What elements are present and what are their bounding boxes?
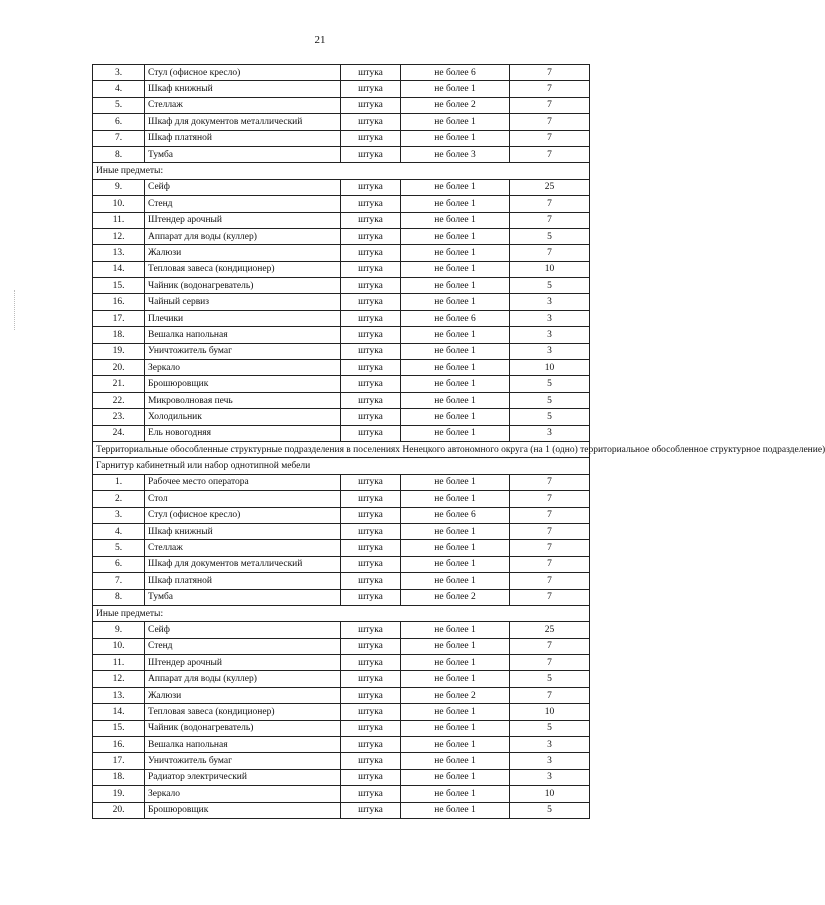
row-number: 5. xyxy=(93,540,145,556)
row-number: 7. xyxy=(93,573,145,589)
item-name: Радиатор электрический xyxy=(145,769,341,785)
limit-cell: не более 1 xyxy=(401,376,510,392)
unit-cell: штука xyxy=(341,228,401,244)
item-name: Стул (офисное кресло) xyxy=(145,65,341,81)
item-name: Брошюровщик xyxy=(145,376,341,392)
section-label: Иные предметы: xyxy=(93,605,590,621)
row-number: 19. xyxy=(93,343,145,359)
unit-cell: штука xyxy=(341,589,401,605)
quantity-cell: 5 xyxy=(510,278,590,294)
unit-cell: штука xyxy=(341,65,401,81)
row-number: 13. xyxy=(93,245,145,261)
unit-cell: штука xyxy=(341,523,401,539)
item-name: Уничтожитель бумаг xyxy=(145,753,341,769)
table-row xyxy=(93,687,590,703)
limit-cell: не более 3 xyxy=(401,146,510,162)
scan-artifact xyxy=(14,290,19,330)
item-name: Зеркало xyxy=(145,360,341,376)
quantity-cell: 3 xyxy=(510,310,590,326)
item-name: Жалюзи xyxy=(145,245,341,261)
unit-cell: штука xyxy=(341,278,401,294)
item-name: Зеркало xyxy=(145,786,341,802)
limit-cell: не более 1 xyxy=(401,622,510,638)
unit-cell: штука xyxy=(341,655,401,671)
limit-cell: не более 1 xyxy=(401,802,510,818)
table-row xyxy=(93,753,590,769)
item-name: Стенд xyxy=(145,638,341,654)
row-number: 6. xyxy=(93,556,145,572)
table-row xyxy=(93,392,590,408)
item-name: Стеллаж xyxy=(145,97,341,113)
item-name: Чайник (водонагреватель) xyxy=(145,278,341,294)
table-row xyxy=(93,589,590,605)
unit-cell: штука xyxy=(341,310,401,326)
table-row xyxy=(93,146,590,162)
unit-cell: штука xyxy=(341,212,401,228)
limit-cell: не более 1 xyxy=(401,737,510,753)
table-row xyxy=(93,376,590,392)
limit-cell: не более 1 xyxy=(401,540,510,556)
item-name: Аппарат для воды (куллер) xyxy=(145,228,341,244)
quantity-cell: 10 xyxy=(510,261,590,277)
row-number: 19. xyxy=(93,786,145,802)
unit-cell: штука xyxy=(341,540,401,556)
row-number: 18. xyxy=(93,769,145,785)
table-row xyxy=(93,491,590,507)
unit-cell: штука xyxy=(341,737,401,753)
limit-cell: не более 1 xyxy=(401,179,510,195)
item-name: Шкаф книжный xyxy=(145,523,341,539)
item-name: Сейф xyxy=(145,622,341,638)
row-number: 11. xyxy=(93,655,145,671)
unit-cell: штука xyxy=(341,376,401,392)
row-number: 10. xyxy=(93,196,145,212)
quantity-cell: 7 xyxy=(510,146,590,162)
unit-cell: штука xyxy=(341,179,401,195)
row-number: 22. xyxy=(93,392,145,408)
table-row xyxy=(93,802,590,818)
quantity-cell: 3 xyxy=(510,769,590,785)
section-row xyxy=(93,458,590,474)
quantity-cell: 7 xyxy=(510,65,590,81)
row-number: 14. xyxy=(93,261,145,277)
quantity-cell: 10 xyxy=(510,704,590,720)
unit-cell: штука xyxy=(341,786,401,802)
limit-cell: не более 2 xyxy=(401,97,510,113)
limit-cell: не более 1 xyxy=(401,491,510,507)
quantity-cell: 7 xyxy=(510,114,590,130)
row-number: 15. xyxy=(93,278,145,294)
quantity-cell: 3 xyxy=(510,425,590,441)
table-row xyxy=(93,179,590,195)
unit-cell: штука xyxy=(341,130,401,146)
row-number: 21. xyxy=(93,376,145,392)
row-number: 9. xyxy=(93,179,145,195)
limit-cell: не более 1 xyxy=(401,474,510,490)
quantity-cell: 7 xyxy=(510,130,590,146)
item-name: Шкаф книжный xyxy=(145,81,341,97)
table-row xyxy=(93,704,590,720)
item-name: Стенд xyxy=(145,196,341,212)
table-row xyxy=(93,114,590,130)
quantity-cell: 3 xyxy=(510,343,590,359)
quantity-cell: 10 xyxy=(510,360,590,376)
unit-cell: штука xyxy=(341,392,401,408)
limit-cell: не более 1 xyxy=(401,261,510,277)
furniture-norms-table xyxy=(92,64,825,819)
unit-cell: штука xyxy=(341,261,401,277)
table-row xyxy=(93,622,590,638)
quantity-cell: 3 xyxy=(510,327,590,343)
quantity-cell: 5 xyxy=(510,671,590,687)
row-number: 8. xyxy=(93,146,145,162)
unit-cell: штука xyxy=(341,491,401,507)
row-number: 2. xyxy=(93,491,145,507)
unit-cell: штука xyxy=(341,294,401,310)
row-number: 20. xyxy=(93,360,145,376)
limit-cell: не более 1 xyxy=(401,81,510,97)
limit-cell: не более 1 xyxy=(401,343,510,359)
row-number: 7. xyxy=(93,130,145,146)
quantity-cell: 7 xyxy=(510,655,590,671)
table-row xyxy=(93,294,590,310)
row-number: 14. xyxy=(93,704,145,720)
section-heading-row xyxy=(93,441,590,457)
table-row xyxy=(93,130,590,146)
limit-cell: не более 2 xyxy=(401,687,510,703)
item-name: Штендер арочный xyxy=(145,655,341,671)
row-number: 4. xyxy=(93,523,145,539)
quantity-cell: 7 xyxy=(510,196,590,212)
item-name: Вешалка напольная xyxy=(145,327,341,343)
table-body xyxy=(93,65,825,819)
quantity-cell: 7 xyxy=(510,638,590,654)
quantity-cell: 7 xyxy=(510,81,590,97)
item-name: Шкаф для документов металлический xyxy=(145,556,341,572)
limit-cell: не более 1 xyxy=(401,212,510,228)
limit-cell: не более 1 xyxy=(401,409,510,425)
row-number: 9. xyxy=(93,622,145,638)
row-number: 8. xyxy=(93,589,145,605)
item-name: Уничтожитель бумаг xyxy=(145,343,341,359)
limit-cell: не более 1 xyxy=(401,327,510,343)
quantity-cell: 3 xyxy=(510,294,590,310)
quantity-cell: 25 xyxy=(510,179,590,195)
row-number: 4. xyxy=(93,81,145,97)
row-number: 11. xyxy=(93,212,145,228)
item-name: Микроволновая печь xyxy=(145,392,341,408)
item-name: Стеллаж xyxy=(145,540,341,556)
quantity-cell: 3 xyxy=(510,737,590,753)
row-number: 3. xyxy=(93,65,145,81)
table-row xyxy=(93,343,590,359)
page-number: 21 xyxy=(314,34,326,46)
row-number: 10. xyxy=(93,638,145,654)
table-row xyxy=(93,310,590,326)
limit-cell: не более 1 xyxy=(401,786,510,802)
unit-cell: штука xyxy=(341,507,401,523)
limit-cell: не более 6 xyxy=(401,507,510,523)
quantity-cell: 7 xyxy=(510,523,590,539)
limit-cell: не более 1 xyxy=(401,523,510,539)
quantity-cell: 5 xyxy=(510,228,590,244)
limit-cell: не более 1 xyxy=(401,360,510,376)
quantity-cell: 7 xyxy=(510,589,590,605)
limit-cell: не более 1 xyxy=(401,769,510,785)
limit-cell: не более 1 xyxy=(401,425,510,441)
row-number: 12. xyxy=(93,228,145,244)
quantity-cell: 7 xyxy=(510,540,590,556)
item-name: Штендер арочный xyxy=(145,212,341,228)
limit-cell: не более 1 xyxy=(401,556,510,572)
row-number: 24. xyxy=(93,425,145,441)
row-number: 17. xyxy=(93,753,145,769)
limit-cell: не более 2 xyxy=(401,589,510,605)
unit-cell: штука xyxy=(341,196,401,212)
quantity-cell: 7 xyxy=(510,97,590,113)
item-name: Брошюровщик xyxy=(145,802,341,818)
table-row xyxy=(93,655,590,671)
quantity-cell: 7 xyxy=(510,212,590,228)
item-name: Плечики xyxy=(145,310,341,326)
item-name: Шкаф платяной xyxy=(145,130,341,146)
item-name: Чайный сервиз xyxy=(145,294,341,310)
item-name: Вешалка напольная xyxy=(145,737,341,753)
limit-cell: не более 1 xyxy=(401,671,510,687)
unit-cell: штука xyxy=(341,753,401,769)
row-number: 20. xyxy=(93,802,145,818)
item-name: Тумба xyxy=(145,146,341,162)
unit-cell: штука xyxy=(341,720,401,736)
quantity-cell: 3 xyxy=(510,753,590,769)
row-number: 17. xyxy=(93,310,145,326)
table-row xyxy=(93,245,590,261)
table-row xyxy=(93,228,590,244)
quantity-cell: 7 xyxy=(510,491,590,507)
item-name: Сейф xyxy=(145,179,341,195)
quantity-cell: 25 xyxy=(510,622,590,638)
table-row xyxy=(93,638,590,654)
item-name: Ель новогодняя xyxy=(145,425,341,441)
item-name: Шкаф платяной xyxy=(145,573,341,589)
item-name: Тепловая завеса (кондиционер) xyxy=(145,704,341,720)
limit-cell: не более 1 xyxy=(401,720,510,736)
quantity-cell: 5 xyxy=(510,802,590,818)
quantity-cell: 7 xyxy=(510,507,590,523)
limit-cell: не более 6 xyxy=(401,310,510,326)
quantity-cell: 7 xyxy=(510,245,590,261)
limit-cell: не более 1 xyxy=(401,392,510,408)
quantity-cell: 5 xyxy=(510,392,590,408)
quantity-cell: 7 xyxy=(510,474,590,490)
item-name: Стул (офисное кресло) xyxy=(145,507,341,523)
item-name: Чайник (водонагреватель) xyxy=(145,720,341,736)
unit-cell: штука xyxy=(341,114,401,130)
item-name: Жалюзи xyxy=(145,687,341,703)
row-number: 18. xyxy=(93,327,145,343)
limit-cell: не более 1 xyxy=(401,704,510,720)
quantity-cell: 5 xyxy=(510,409,590,425)
unit-cell: штука xyxy=(341,245,401,261)
quantity-cell: 10 xyxy=(510,786,590,802)
item-name: Аппарат для воды (куллер) xyxy=(145,671,341,687)
limit-cell: не более 1 xyxy=(401,196,510,212)
quantity-cell: 5 xyxy=(510,376,590,392)
limit-cell: не более 1 xyxy=(401,245,510,261)
item-name: Стол xyxy=(145,491,341,507)
unit-cell: штука xyxy=(341,327,401,343)
table-row xyxy=(93,474,590,490)
unit-cell: штука xyxy=(341,704,401,720)
unit-cell: штука xyxy=(341,425,401,441)
row-number: 6. xyxy=(93,114,145,130)
table-row xyxy=(93,212,590,228)
section-label: Гарнитур кабинетный или набор однотипной мебели xyxy=(93,458,590,474)
table-row xyxy=(93,720,590,736)
limit-cell: не более 1 xyxy=(401,114,510,130)
table-row xyxy=(93,81,590,97)
unit-cell: штука xyxy=(341,474,401,490)
quantity-cell: 7 xyxy=(510,556,590,572)
row-number: 23. xyxy=(93,409,145,425)
unit-cell: штука xyxy=(341,146,401,162)
section-row xyxy=(93,163,590,179)
table-row xyxy=(93,556,590,572)
row-number: 1. xyxy=(93,474,145,490)
table-row xyxy=(93,327,590,343)
unit-cell: штука xyxy=(341,573,401,589)
row-number: 15. xyxy=(93,720,145,736)
table-row xyxy=(93,196,590,212)
limit-cell: не более 1 xyxy=(401,130,510,146)
table-row xyxy=(93,278,590,294)
unit-cell: штука xyxy=(341,97,401,113)
unit-cell: штука xyxy=(341,769,401,785)
unit-cell: штука xyxy=(341,687,401,703)
limit-cell: не более 1 xyxy=(401,638,510,654)
unit-cell: штука xyxy=(341,360,401,376)
table-row xyxy=(93,409,590,425)
table-row xyxy=(93,360,590,376)
table-row xyxy=(93,261,590,277)
limit-cell: не более 1 xyxy=(401,294,510,310)
table-row xyxy=(93,507,590,523)
unit-cell: штука xyxy=(341,556,401,572)
section-heading: Территориальные обособленные структурные подразделения в поселениях Ненецкого автономного округа (на 1 (одно) территориальное обособленное структурное подразделение) xyxy=(93,441,590,457)
table-row xyxy=(93,573,590,589)
quantity-cell: 7 xyxy=(510,687,590,703)
item-name: Рабочее место оператора xyxy=(145,474,341,490)
row-number: 16. xyxy=(93,294,145,310)
table-row xyxy=(93,540,590,556)
limit-cell: не более 6 xyxy=(401,65,510,81)
row-number: 12. xyxy=(93,671,145,687)
unit-cell: штука xyxy=(341,622,401,638)
quantity-cell: 5 xyxy=(510,720,590,736)
row-number: 3. xyxy=(93,507,145,523)
table-row xyxy=(93,769,590,785)
unit-cell: штука xyxy=(341,343,401,359)
item-name: Холодильник xyxy=(145,409,341,425)
table-row xyxy=(93,523,590,539)
unit-cell: штука xyxy=(341,81,401,97)
item-name: Шкаф для документов металлический xyxy=(145,114,341,130)
unit-cell: штука xyxy=(341,638,401,654)
section-row xyxy=(93,605,590,621)
limit-cell: не более 1 xyxy=(401,228,510,244)
limit-cell: не более 1 xyxy=(401,573,510,589)
item-name: Тепловая завеса (кондиционер) xyxy=(145,261,341,277)
limit-cell: не более 1 xyxy=(401,278,510,294)
limit-cell: не более 1 xyxy=(401,655,510,671)
quantity-cell: 7 xyxy=(510,573,590,589)
unit-cell: штука xyxy=(341,409,401,425)
table-row xyxy=(93,671,590,687)
row-number: 16. xyxy=(93,737,145,753)
table-row xyxy=(93,97,590,113)
unit-cell: штука xyxy=(341,671,401,687)
table-row xyxy=(93,786,590,802)
row-number: 13. xyxy=(93,687,145,703)
table-row xyxy=(93,65,590,81)
limit-cell: не более 1 xyxy=(401,753,510,769)
item-name: Тумба xyxy=(145,589,341,605)
section-label: Иные предметы: xyxy=(93,163,590,179)
table-row xyxy=(93,737,590,753)
row-number: 5. xyxy=(93,97,145,113)
table-row xyxy=(93,425,590,441)
unit-cell: штука xyxy=(341,802,401,818)
